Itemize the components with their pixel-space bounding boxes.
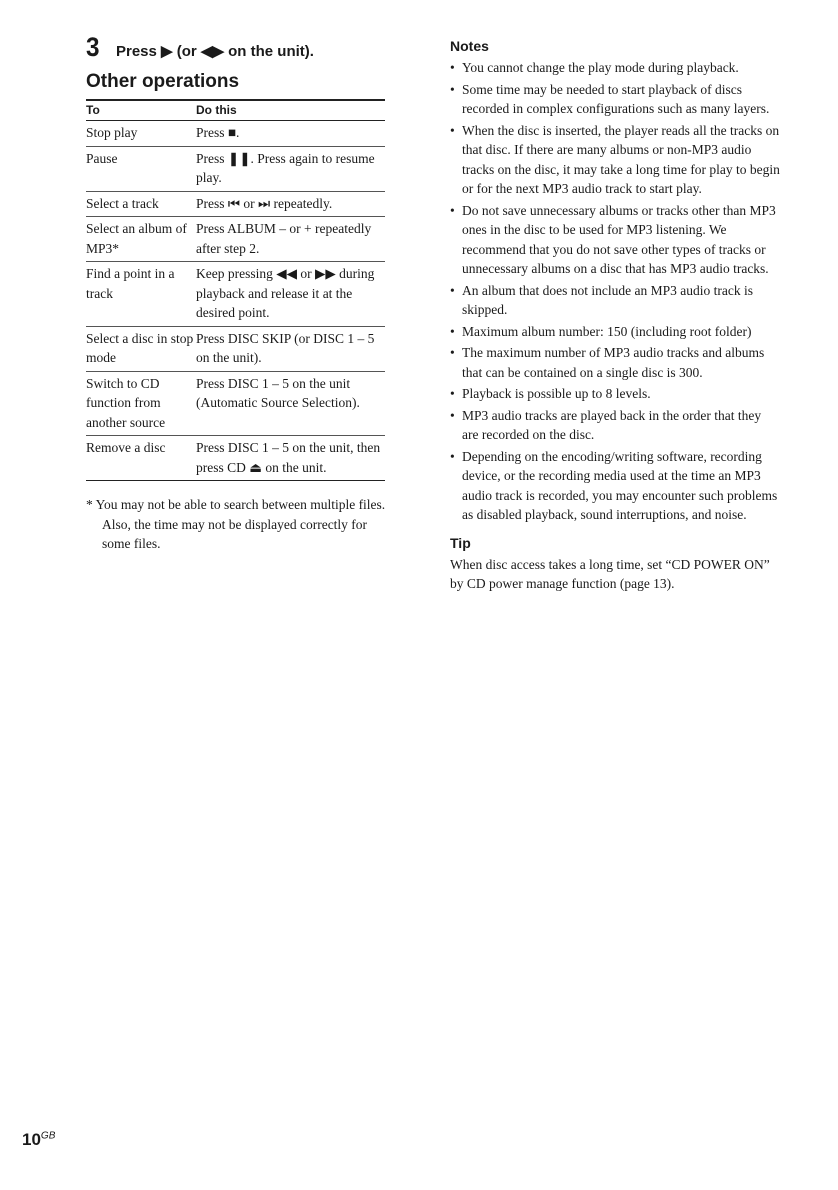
step-number: 3 [86, 32, 100, 62]
table-row [86, 191, 385, 217]
bullet-icon: • [450, 323, 455, 339]
note-item [450, 384, 780, 404]
note-text: Maximum album number: 150 (including root folder) [462, 323, 752, 339]
page-number-value: 10 [22, 1130, 41, 1149]
bullet-icon: • [450, 407, 455, 423]
step-3 [86, 32, 386, 63]
operations-table [86, 99, 385, 481]
table-cell-instruction: Keep pressing ◀◀ or ▶▶ during playback and release it at the desired point. [196, 262, 385, 327]
note-text: Depending on the encoding/writing software, recording device, or the recording media used at the time an MP3 audio track is recorded, you may encounter such problems as disabled playback, sound interruptions, and noise. [462, 448, 778, 522]
table-cell-instruction: Press DISC SKIP (or DISC 1 – 5 on the unit). [196, 326, 385, 371]
note-item [450, 80, 780, 119]
footnote: * You may not be able to search between multiple files. Also, the time may not be displayed correctly for some files. [86, 497, 386, 551]
table-cell-instruction: Press ■. [196, 121, 385, 147]
note-item [450, 406, 780, 445]
page-number-suffix: GB [40, 1130, 56, 1142]
table-cell-action: Stop play [86, 121, 196, 147]
step-instruction: Press ▶ (or ◀▶ on the unit). [116, 43, 314, 60]
note-text: You cannot change the play mode during playback. [462, 60, 739, 75]
table-cell-action: Find a point in a track [86, 262, 196, 327]
note-item [450, 58, 780, 78]
tip-heading: Tip [450, 534, 471, 551]
right-column [450, 38, 780, 594]
section-title: Other operations [86, 71, 240, 92]
table-cell-action: Switch to CD function from another source [86, 371, 196, 436]
bullet-icon: • [450, 448, 455, 464]
table-row [86, 436, 385, 481]
bullet-icon: • [450, 60, 455, 75]
note-text: Some time may be needed to start playback of discs recorded in complex configurations such as many layers. [462, 81, 770, 116]
bullet-icon: • [450, 345, 455, 360]
note-item [450, 447, 780, 525]
column-header-do-this: Do this [196, 100, 385, 121]
note-text: When the disc is inserted, the player reads all the tracks on that disc. If there are many albums or non-MP3 audio tracks on the disc, it may take a long time for play to begin or for the next MP3 audio track to start play. [462, 122, 780, 196]
table-row [86, 217, 385, 262]
table-row [86, 262, 385, 327]
table-row [86, 326, 385, 371]
notes-list [450, 58, 780, 525]
table-cell-action: Select an album of MP3* [86, 217, 196, 262]
table-cell-action: Select a disc in stop mode [86, 326, 196, 371]
note-text: Do not save unnecessary albums or tracks other than MP3 ones in the disc to be used for MP3 listening. We recommend that you do not save other types of tracks or unnecessary albums on a disc that has MP3 audio tracks. [462, 202, 776, 276]
table-cell-action: Remove a disc [86, 440, 166, 455]
table-cell-instruction: Press ⏮ or ⏭ repeatedly. [196, 191, 385, 217]
bullet-icon: • [450, 81, 455, 97]
table-cell-action: Pause [86, 146, 196, 191]
note-item [450, 281, 780, 320]
note-text: MP3 audio tracks are played back in the order that they are recorded on the disc. [462, 407, 762, 442]
table-cell-instruction: Press DISC 1 – 5 on the unit, then press CD ⏏ on the unit. [196, 440, 381, 475]
table-cell-action: Select a track [86, 191, 196, 217]
bullet-icon: • [450, 122, 455, 138]
bullet-icon: • [450, 202, 455, 218]
note-text: The maximum number of MP3 audio tracks and albums that can be contained on a single disc is 300. [462, 345, 765, 380]
table-cell-instruction: Press DISC 1 – 5 on the unit (Automatic Source Selection). [196, 371, 385, 436]
tip-text: When disc access takes a long time, set “CD POWER ON” by CD power manage function (page 13). [450, 556, 770, 591]
note-item [450, 343, 780, 382]
page-number [22, 1130, 55, 1150]
note-item [450, 201, 780, 279]
left-column [86, 32, 386, 567]
table-row [86, 371, 385, 436]
note-item [450, 121, 780, 199]
table-header-row [86, 100, 385, 121]
column-header-to: To [86, 100, 196, 121]
bullet-icon: • [450, 282, 455, 298]
table-row [86, 146, 385, 191]
table-row [86, 121, 385, 147]
bullet-icon: • [450, 386, 455, 401]
table-cell-instruction: Press ❚❚. Press again to resume play. [196, 146, 385, 191]
note-text: Playback is possible up to 8 levels. [462, 386, 651, 401]
table-cell-instruction: Press ALBUM – or + repeatedly after step 2. [196, 217, 385, 262]
note-text: An album that does not include an MP3 audio track is skipped. [462, 282, 753, 317]
note-item [450, 322, 780, 342]
notes-heading: Notes [450, 38, 489, 54]
